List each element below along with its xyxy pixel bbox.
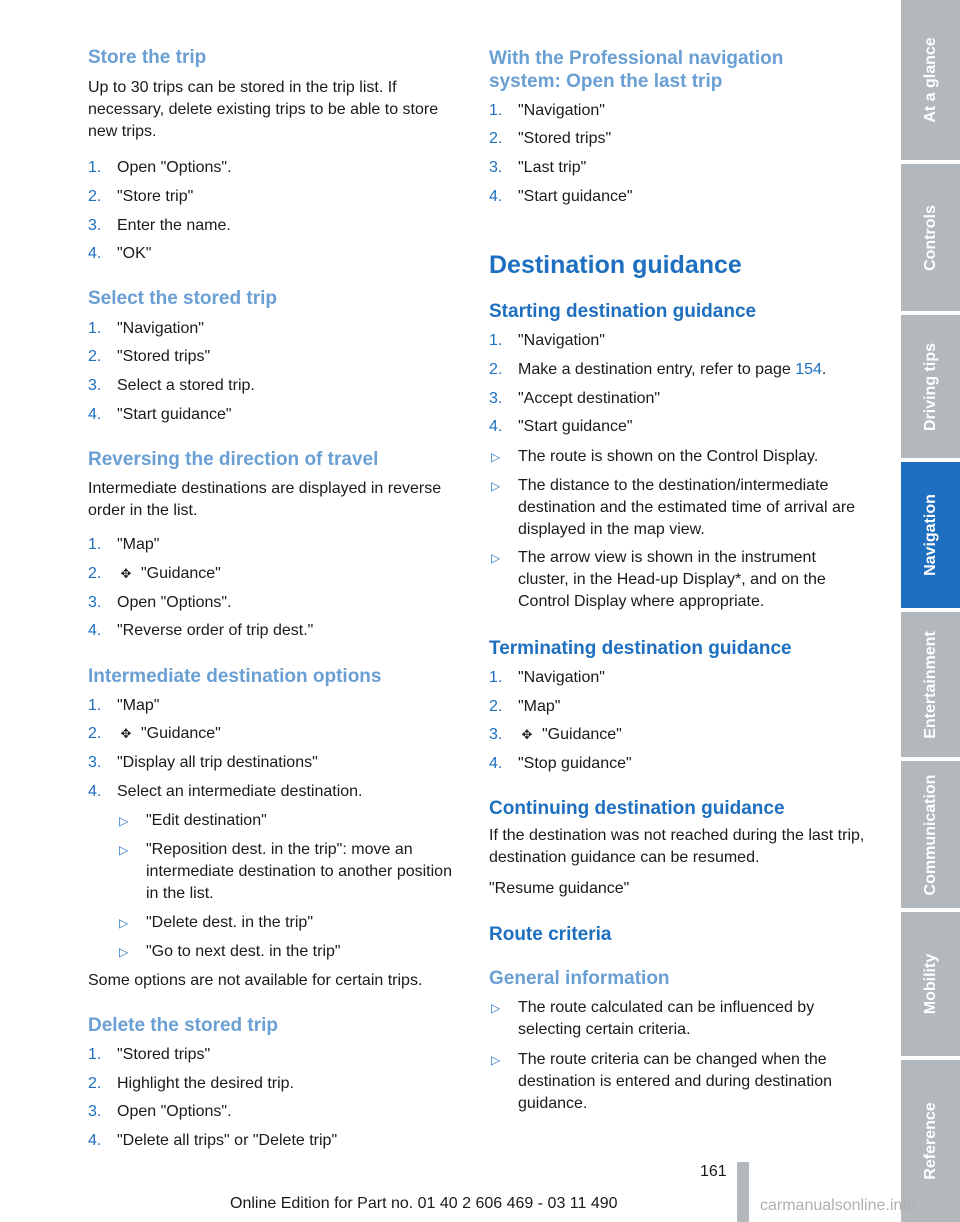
step-number: 3. (489, 390, 503, 407)
bullet-triangle-icon: ▷ (491, 551, 501, 565)
tab-mobility[interactable] (901, 912, 960, 1056)
tab-label: Driving tips (921, 342, 939, 431)
step-label: Make a destination entry, refer to page (518, 361, 791, 378)
step-text: Enter the name. (117, 217, 231, 234)
step-text: "Stored trips" (117, 348, 211, 365)
bullet-triangle-icon: ▷ (119, 814, 129, 828)
bullet-text: The route is shown on the Control Display. (518, 448, 819, 465)
section-heading-continuing: Continuing destination guidance (489, 798, 785, 819)
step-text: Highlight the desired trip. (117, 1075, 294, 1092)
section-heading-professional: With the Professional navigation system: Open the last trip (489, 48, 784, 92)
watermark-text: carmanualsonline.info (760, 1197, 916, 1214)
step-number: 1. (88, 697, 102, 714)
step-number: 1. (489, 332, 503, 349)
section-heading-starting: Starting destination guidance (489, 301, 757, 322)
step-number: 3. (88, 594, 102, 611)
step-number: 2. (88, 348, 102, 365)
step-text: "Map" (117, 536, 160, 553)
guidance-flag-icon: ✥ (521, 727, 533, 742)
step-label: "Guidance" (141, 725, 221, 742)
step-number: 3. (489, 159, 503, 176)
step-number: 2. (489, 361, 503, 378)
bullet-text: The distance to the destination/intermediate destination and the estimated time of arrival are displayed in the map view. (518, 477, 856, 538)
bullet-text: The route criteria can be changed when the destination is entered and during destination guidance. (518, 1051, 832, 1112)
step-number: 3. (489, 726, 503, 743)
step-number: 2. (88, 188, 102, 205)
step-text: "Map" (518, 698, 561, 715)
step-number: 3. (88, 217, 102, 234)
section-heading-intermediate: Intermediate destination options (88, 666, 382, 687)
step-number: 1. (489, 669, 503, 686)
step-text: "Map" (117, 697, 160, 714)
step-number: 3. (88, 754, 102, 771)
tab-communication[interactable] (901, 761, 960, 908)
section-heading-delete: Delete the stored trip (88, 1015, 279, 1036)
section-heading-select-trip: Select the stored trip (88, 288, 277, 309)
section-heading-reverse: Reversing the direction of travel (88, 449, 379, 470)
section-heading-route-criteria: Route criteria (489, 924, 612, 945)
step-number: 2. (489, 130, 503, 147)
tab-label: Controls (921, 204, 939, 271)
footer-edition-text: Online Edition for Part no. 01 40 2 606 469 - 03 11 490 (230, 1195, 618, 1212)
section-heading-general-information: General information (489, 968, 670, 989)
bullet-text: "Delete dest. in the trip" (146, 914, 313, 931)
bullet-triangle-icon: ▷ (119, 916, 129, 930)
step-number: 2. (489, 698, 503, 715)
section-heading-store-trip: Store the trip (88, 47, 207, 68)
bullet-text: "Go to next dest. in the trip" (146, 943, 341, 960)
step-number: 3. (88, 377, 102, 394)
step-number: 1. (88, 320, 102, 337)
step-number: 3. (88, 1103, 102, 1120)
main-heading-destination-guidance: Destination guidance (489, 251, 742, 279)
step-label: "Guidance" (141, 565, 221, 582)
step-number: 2. (88, 565, 102, 582)
step-number: 4. (489, 755, 503, 772)
step-text: "Stored trips" (117, 1046, 211, 1063)
continuing-intro: If the destination was not reached during the last trip, destination guidance can be resumed. (489, 827, 865, 866)
step-number: 1. (489, 102, 503, 119)
bullet-text: The arrow view is shown in the instrument cluster, in the Head-up Display*, and on the Control Display where appropriate. (518, 549, 826, 610)
bullet-triangle-icon: ▷ (491, 1053, 501, 1067)
step-text: "Start guidance" (518, 418, 633, 435)
step-text: "Navigation" (518, 332, 605, 349)
bullet-triangle-icon: ▷ (491, 450, 501, 464)
step-number: 4. (489, 418, 503, 435)
step-text: "Start guidance" (518, 188, 633, 205)
tab-label: Communication (921, 774, 939, 895)
step-text: Open "Options". (117, 594, 232, 611)
step-number: 1. (88, 159, 102, 176)
tab-label: Entertainment (921, 630, 939, 739)
step-label: "Guidance" (542, 726, 622, 743)
tab-label: At a glance (921, 37, 939, 123)
step-number: 2. (88, 725, 102, 742)
tab-navigation[interactable] (901, 462, 960, 608)
bullet-text: "Reposition dest. in the trip": move an intermediate destination to another position in the list. (146, 841, 452, 902)
step-text (117, 563, 466, 585)
tab-at-a-glance[interactable] (901, 0, 960, 160)
section-heading-terminating: Terminating destination guidance (489, 638, 792, 659)
step-text: "Navigation" (117, 320, 204, 337)
step-number: 4. (88, 245, 102, 262)
step-text: "Stored trips" (518, 130, 612, 147)
step-text: "Accept destination" (518, 390, 661, 407)
step-text: "Start guidance" (117, 406, 232, 423)
tab-controls[interactable] (901, 164, 960, 311)
step-number: 4. (88, 406, 102, 423)
step-text: "Reverse order of trip dest." (117, 622, 314, 639)
intermediate-note: Some options are not available for certain trips. (88, 972, 423, 989)
bullet-text: The route calculated can be influenced by selecting certain criteria. (518, 999, 815, 1038)
step-text (518, 724, 867, 746)
page-reference-link[interactable]: 154 (795, 361, 822, 378)
page-number-bar (737, 1162, 749, 1222)
guidance-flag-icon: ✥ (120, 726, 132, 741)
step-text: "Navigation" (518, 669, 605, 686)
step-text: "Last trip" (518, 159, 587, 176)
bullet-triangle-icon: ▷ (491, 1001, 501, 1015)
step-text: Select a stored trip. (117, 377, 255, 394)
step-text: Open "Options". (117, 1103, 232, 1120)
reverse-intro: Intermediate destinations are displayed in reverse order in the list. (88, 480, 442, 519)
tab-entertainment[interactable] (901, 612, 960, 757)
chapter-tabs (901, 0, 960, 1222)
step-number: 4. (489, 188, 503, 205)
tab-label: Reference (921, 1102, 939, 1180)
step-number: 4. (88, 783, 102, 800)
step-text: Make a destination entry, refer to page 154. (518, 361, 827, 378)
step-number: 2. (88, 1075, 102, 1092)
step-text (117, 723, 466, 745)
bullet-triangle-icon: ▷ (491, 479, 501, 493)
step-text: "Stop guidance" (518, 755, 632, 772)
page-number: 161 (700, 1163, 727, 1180)
bullet-triangle-icon: ▷ (119, 945, 129, 959)
step-number: 4. (88, 622, 102, 639)
continuing-action: "Resume guidance" (489, 880, 630, 897)
bullet-text: "Edit destination" (146, 812, 267, 829)
guidance-flag-icon: ✥ (120, 566, 132, 581)
step-text: "Display all trip destinations" (117, 754, 318, 771)
tab-label: Mobility (921, 953, 939, 1015)
step-number: 1. (88, 1046, 102, 1063)
step-text: "Navigation" (518, 102, 605, 119)
step-number: 4. (88, 1132, 102, 1149)
tab-driving-tips[interactable] (901, 315, 960, 458)
step-text: "OK" (117, 245, 152, 262)
store-trip-intro: Up to 30 trips can be stored in the trip list. If necessary, delete existing trips to be able to store new trips. (88, 79, 439, 140)
step-text: Select an intermediate destination. (117, 783, 363, 800)
step-text: "Store trip" (117, 188, 194, 205)
step-text: "Delete all trips" or "Delete trip" (117, 1132, 338, 1149)
step-number: 1. (88, 536, 102, 553)
bullet-triangle-icon: ▷ (119, 843, 129, 857)
step-text: Open "Options". (117, 159, 232, 176)
tab-label: Navigation (921, 494, 939, 576)
